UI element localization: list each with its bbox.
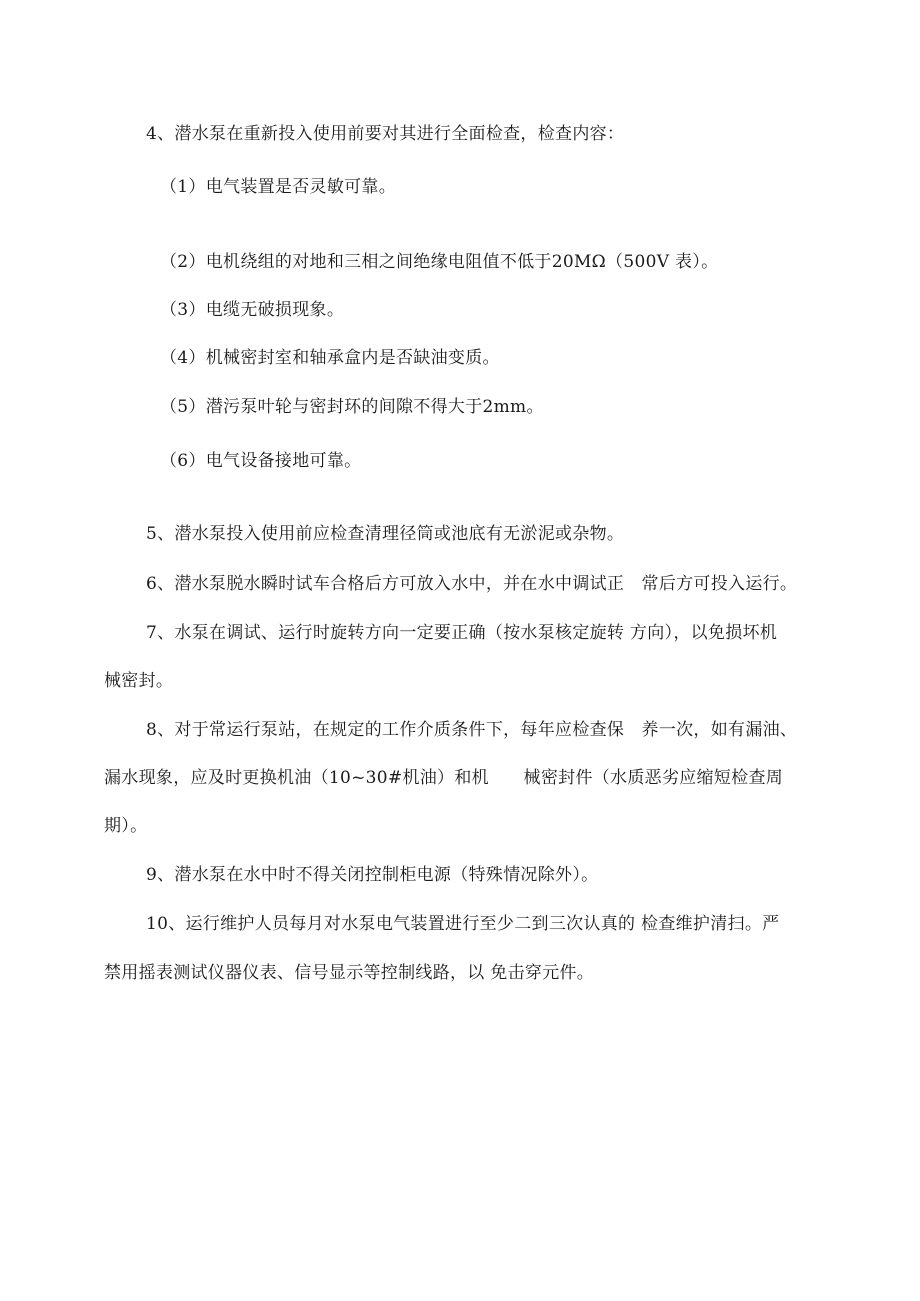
check-item-3: （3）电缆无破损现象。	[160, 300, 345, 320]
item-10-line-1: 10、运行维护人员每月对水泵电气装置进行至少二到三次认真的 检查维护清扫。严	[146, 914, 780, 934]
check-item-4: （4）机械密封室和轴承盒内是否缺油变质。	[160, 348, 500, 368]
item-9: 9、潜水泵在水中时不得关闭控制柜电源（特殊情况除外）。	[146, 865, 599, 885]
check-item-5: （5）潜污泵叶轮与密封环的间隙不得大于2mm。	[160, 397, 544, 417]
item-5: 5、潜水泵投入使用前应检查清理径筒或池底有无淤泥或杂物。	[146, 524, 625, 544]
item-7-line-1: 7、水泵在调试、运行时旋转方向一定要正确（按水泵核定旋转 方向），以免损坏机	[146, 623, 778, 643]
item-7-line-2: 械密封。	[104, 671, 174, 691]
item-8-line-1: 8、对于常运行泵站，在规定的工作介质条件下，每年应检查保 养一次，如有漏油、	[146, 720, 798, 740]
check-item-2: （2）电机绕组的对地和三相之间绝缘电阻值不低于20MΩ（500V 表）。	[160, 252, 719, 272]
item-8-line-3: 期）。	[104, 816, 148, 836]
item-6: 6、潜水泵脱水瞬时试车合格后方可放入水中，并在水中调试正 常后方可投入运行。	[146, 574, 798, 594]
item-10-line-2: 禁用摇表测试仪器仪表、信号显示等控制线路，以 免击穿元件。	[104, 963, 595, 983]
check-item-1: （1）电气装置是否灵敏可靠。	[160, 177, 397, 197]
item-8-line-2: 漏水现象，应及时更换机油（10~30#机油）和机 械密封件（水质恶劣应缩短检查周	[104, 768, 784, 788]
check-item-6: （6）电气设备接地可靠。	[160, 451, 362, 471]
item-4-intro: 4、潜水泵在重新投入使用前要对其进行全面检查，检查内容：	[146, 124, 625, 144]
